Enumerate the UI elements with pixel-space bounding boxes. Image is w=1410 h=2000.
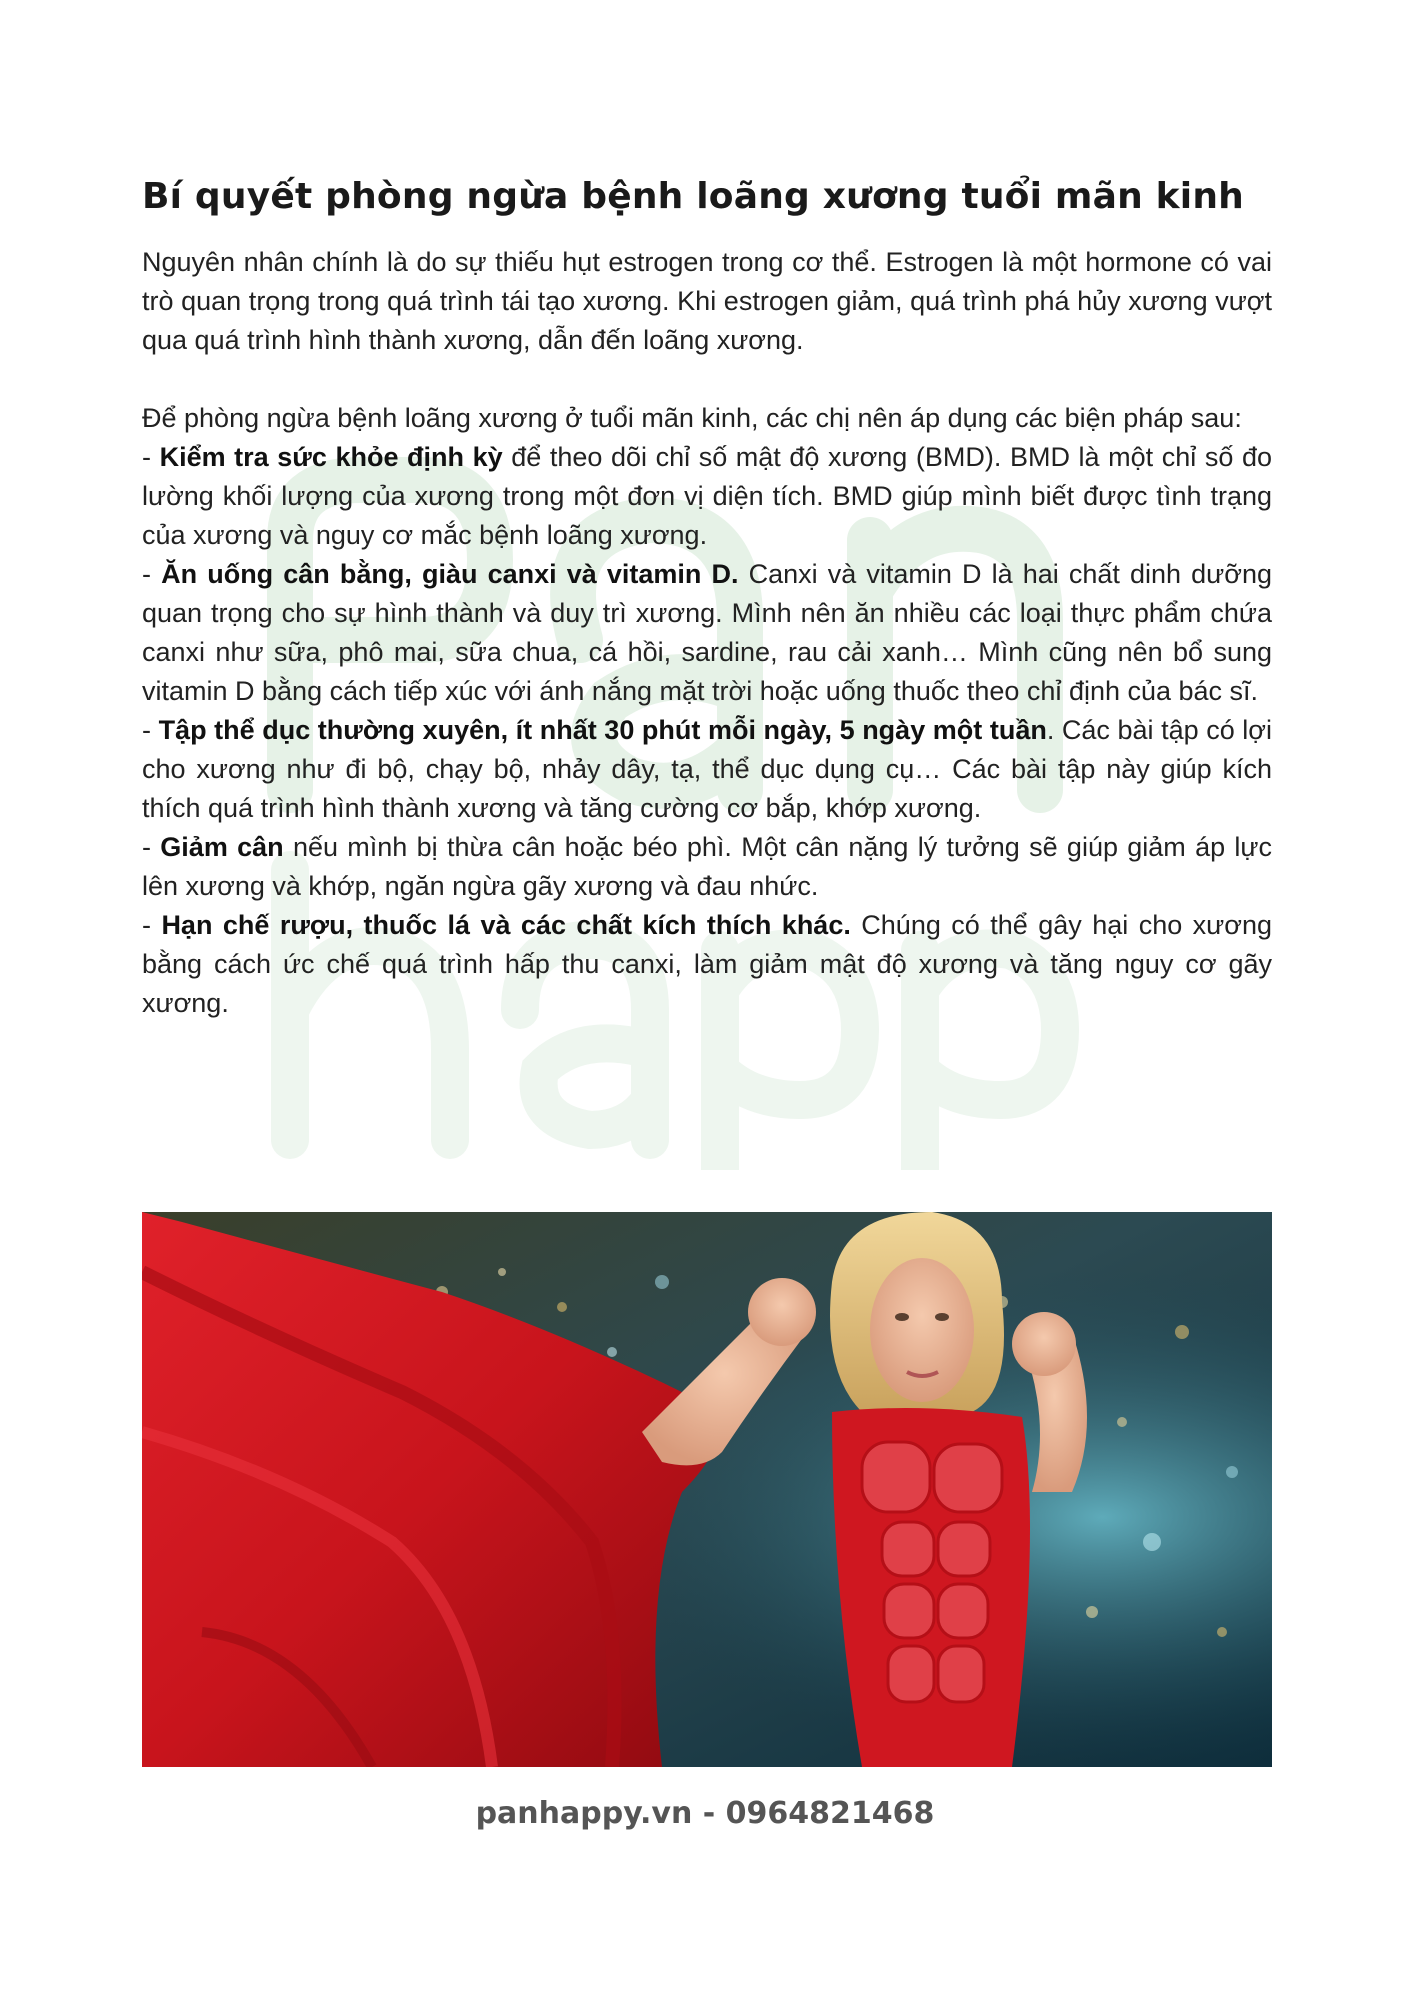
tip-title: Kiểm tra sức khỏe định kỳ [159,442,503,472]
tip-title: Tập thể dục thường xuyên, ít nhất 30 phút mỗi ngày, 5 ngày một tuần [158,715,1047,745]
tip-title: Ăn uống cân bằng, giàu canxi và vitamin D. [161,559,739,589]
tip-dash: - [142,442,160,472]
tip-dash: - [142,715,159,745]
tip-item [142,555,1272,711]
tip-title: Hạn chế rượu, thuốc lá và các chất kích thích khác. [161,910,851,940]
tip-item [142,828,1272,906]
tip-text: Canxi và vitamin D là hai chất dinh dưỡng quan trọng cho sự hình thành và duy trì xương. Mình nên ăn nhiều các loại thực phẩm chứa canxi như sữa, phô mai, sữa chua, cá hồi, sardine, rau cải xanh… Mình cũng nên bổ sung vitamin D bằng cách tiếp xúc với ánh nắng mặt trời hoặc uống thuốc theo chỉ định của bác sĩ. [142,559,1272,706]
hero-photo [142,1212,1272,1767]
tip-text: Chúng có thể gây hại cho xương bằng cách ức chế quá trình hấp thu canxi, làm giảm mật độ xương và tăng nguy cơ gãy xương. [142,910,1272,1018]
tip-text: . Các bài tập có lợi cho xương như đi bộ, chạy bộ, nhảy dây, tạ, thể dục dụng cụ… Các bài tập này giúp kích thích quá trình hình thành xương và tăng cường cơ bắp, khớp xương. [142,715,1272,823]
tip-text: để theo dõi chỉ số mật độ xương (BMD). BMD là một chỉ số đo lường khối lượng của xương trong một đơn vị diện tích. BMD giúp mình biết được tình trạng của xương và nguy cơ mắc bệnh loãng xương. [142,442,1272,550]
intro-paragraph: Nguyên nhân chính là do sự thiếu hụt estrogen trong cơ thể. Estrogen là một hormone có vai trò quan trọng trong quá trình tái tạo xương. Khi estrogen giảm, quá trình phá hủy xương vượt qua quá trình hình thành xương, dẫn đến loãng xương. [142,247,1272,355]
tip-item [142,906,1272,1023]
article-title: Bí quyết phòng ngừa bệnh loãng xương tuổi mãn kinh [142,176,1244,217]
tip-dash: - [142,832,161,862]
tip-dash: - [142,910,162,940]
tip-dash: - [142,559,162,589]
tip-item [142,438,1272,555]
lead-paragraph: Để phòng ngừa bệnh loãng xương ở tuổi mãn kinh, các chị nên áp dụng các biện pháp sau: [142,403,1242,433]
article [142,176,1272,1023]
tip-title: Giảm cân [160,832,284,862]
tip-text: nếu mình bị thừa cân hoặc béo phì. Một cân nặng lý tưởng sẽ giúp giảm áp lực lên xương và khớp, ngăn ngừa gãy xương và đau nhức. [142,832,1272,901]
footer-contact: panhappy.vn - 0964821468 [475,1796,935,1831]
tip-item [142,711,1272,828]
